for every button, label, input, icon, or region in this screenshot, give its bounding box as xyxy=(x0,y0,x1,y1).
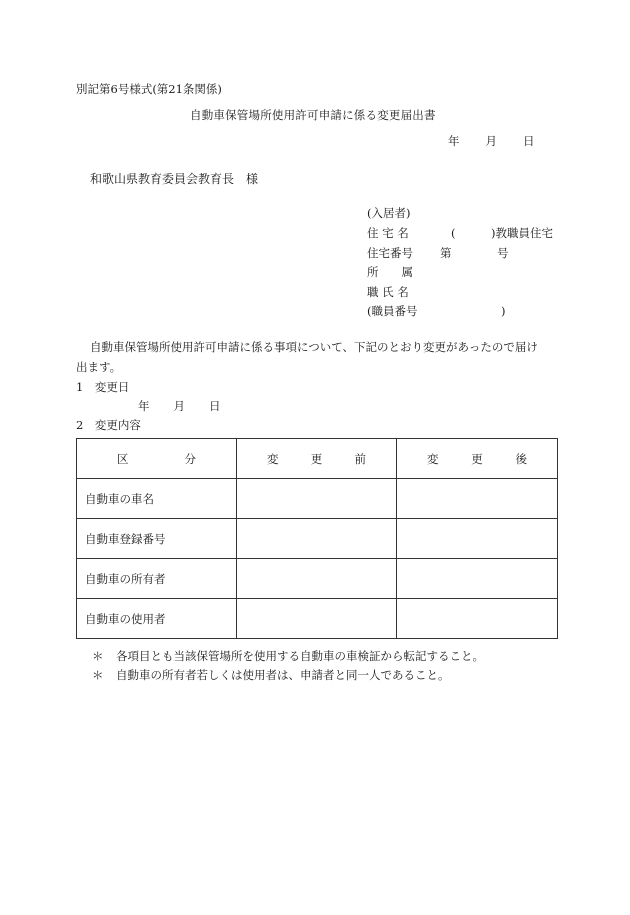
note-2 xyxy=(92,670,450,682)
table-row xyxy=(77,519,558,559)
header-before-char-2: 更 xyxy=(310,451,323,466)
change-content-table xyxy=(76,438,558,639)
row-before-value[interactable] xyxy=(237,519,397,559)
header-before xyxy=(237,439,397,479)
table-row xyxy=(77,559,558,599)
header-category xyxy=(77,439,237,479)
date-year: 年 xyxy=(448,134,460,148)
header-before-char-3: 前 xyxy=(354,451,366,466)
header-after-char-3: 後 xyxy=(515,451,527,466)
house-number-row xyxy=(367,246,509,260)
row-category: 自動車登録番号 xyxy=(77,519,237,559)
row-after-value[interactable] xyxy=(397,519,558,559)
note-1-text: 各項目とも当該保管場所を使用する自動車の車検証から転記すること。 xyxy=(116,649,484,663)
residence-label: 住 宅 名 xyxy=(367,226,409,240)
header-after-char-2: 更 xyxy=(471,451,483,466)
document-title: 自動車保管場所使用許可申請に係る変更届出書 xyxy=(190,108,436,122)
house-number-label: 住宅番号 xyxy=(367,246,413,260)
date-month: 月 xyxy=(485,134,497,148)
header-category-char-1: 区 xyxy=(117,451,129,466)
body-text-line-1: 自動車保管場所使用許可申請に係る事項について、下記のとおり変更があったので届け xyxy=(90,340,538,354)
note-1 xyxy=(92,651,484,663)
row-before-value[interactable] xyxy=(237,479,397,519)
residence-suffix: )教職員住宅 xyxy=(491,226,553,240)
form-number-label: 別記第6号様式(第21条関係) xyxy=(76,82,222,96)
change-content-heading: 2 変更内容 xyxy=(76,418,141,432)
row-before-value[interactable] xyxy=(237,559,397,599)
affiliation-label: 所 属 xyxy=(367,265,413,279)
staff-number-row xyxy=(367,304,506,318)
change-date-year: 年 xyxy=(138,399,150,413)
house-number-prefix: 第 xyxy=(440,246,452,260)
row-category: 自動車の車名 xyxy=(77,479,237,519)
row-after-value[interactable] xyxy=(397,599,558,639)
header-after-char-1: 変 xyxy=(427,451,439,466)
residence-paren-open: ( xyxy=(451,226,456,240)
row-before-value[interactable] xyxy=(237,599,397,639)
house-number-suffix: 号 xyxy=(497,246,509,260)
header-before-char-1: 変 xyxy=(267,451,279,466)
row-after-value[interactable] xyxy=(397,559,558,599)
residence-row xyxy=(367,226,553,240)
submission-date xyxy=(448,136,535,148)
table-row xyxy=(77,599,558,639)
header-after xyxy=(397,439,558,479)
change-date-heading: 1 変更日 xyxy=(76,380,130,394)
staff-number-label: (職員番号 xyxy=(367,304,418,318)
body-text-line-2: 出ます。 xyxy=(76,360,122,374)
row-category: 自動車の所有者 xyxy=(77,559,237,599)
staff-number-close: ) xyxy=(501,304,506,318)
change-date-month: 月 xyxy=(173,399,185,413)
header-category-char-2: 分 xyxy=(184,451,196,466)
applicant-heading: (入居者) xyxy=(367,206,411,220)
change-date-day: 日 xyxy=(209,399,221,413)
row-after-value[interactable] xyxy=(397,479,558,519)
note-2-text: 自動車の所有者若しくは使用者は、申請者と同一人であること。 xyxy=(116,668,450,682)
name-label: 職 氏 名 xyxy=(367,285,409,299)
table-header-row xyxy=(77,439,558,479)
asterisk-icon: ＊ xyxy=(92,649,104,663)
change-date xyxy=(138,401,221,413)
addressee: 和歌山県教育委員会教育長 様 xyxy=(90,172,259,186)
asterisk-icon: ＊ xyxy=(92,668,104,682)
table-row xyxy=(77,479,558,519)
date-day: 日 xyxy=(523,134,535,148)
row-category: 自動車の使用者 xyxy=(77,599,237,639)
